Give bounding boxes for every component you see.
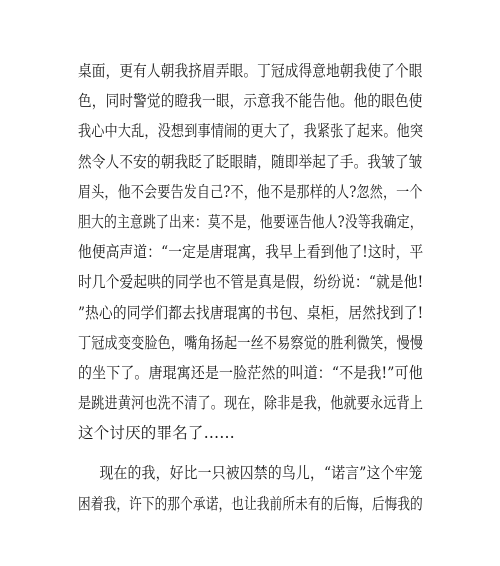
text-line: 胆大的主意跳了出来：莫不是，他要诬告他人?没等我确定， [78,212,423,231]
text-line: 眉头，他不会要告发自己?不，他不是那样的人?忽然，一个 [78,182,423,201]
paragraph-2 [78,458,423,518]
text-line: ”热心的同学们都去找唐琨寓的书包、桌柜，居然找到了! [78,303,424,322]
text-line: 时几个爱起哄的同学也不管是真是假，纷纷说：“就是他! [78,273,424,292]
body-text [78,56,423,519]
text-line: 现在的我，好比一只被囚禁的鸟儿，“诺言”这个牢笼 [99,464,423,483]
text-line: 这个讨厌的罪名了…… [78,424,236,443]
paragraph-1 [78,56,423,448]
text-line: 他便高声道：“一定是唐琨寓，我早上看到他了!这时，平 [78,243,424,262]
text-line: 桌面，更有人朝我挤眉弄眼。丁冠成得意地朝我使了个眼 [78,62,423,80]
text-line: 困着我，许下的那个承诺，也让我前所未有的后悔，后悔我的 [78,494,423,513]
text-line: 是跳进黄河也洗不清了。现在，除非是我，他就要永远背上 [78,394,424,413]
text-line: 丁冠成变变脸色，嘴角扬起一丝不易察觉的胜利微笑，慢慢 [78,333,424,352]
text-line: 的坐下了。唐琨寓还是一脸茫然的叫道：“不是我!”可他 [78,363,423,382]
text-line: 我心中大乱，没想到事情闹的更大了，我紧张了起来。他突 [78,122,424,141]
paragraph-gap [78,448,423,458]
text-line: 色，同时警觉的瞪我一眼，示意我不能告他。他的眼色使 [78,92,423,111]
text-line: 然令人不安的朝我眨了眨眼睛，随即举起了手。我皱了皱 [78,152,423,171]
